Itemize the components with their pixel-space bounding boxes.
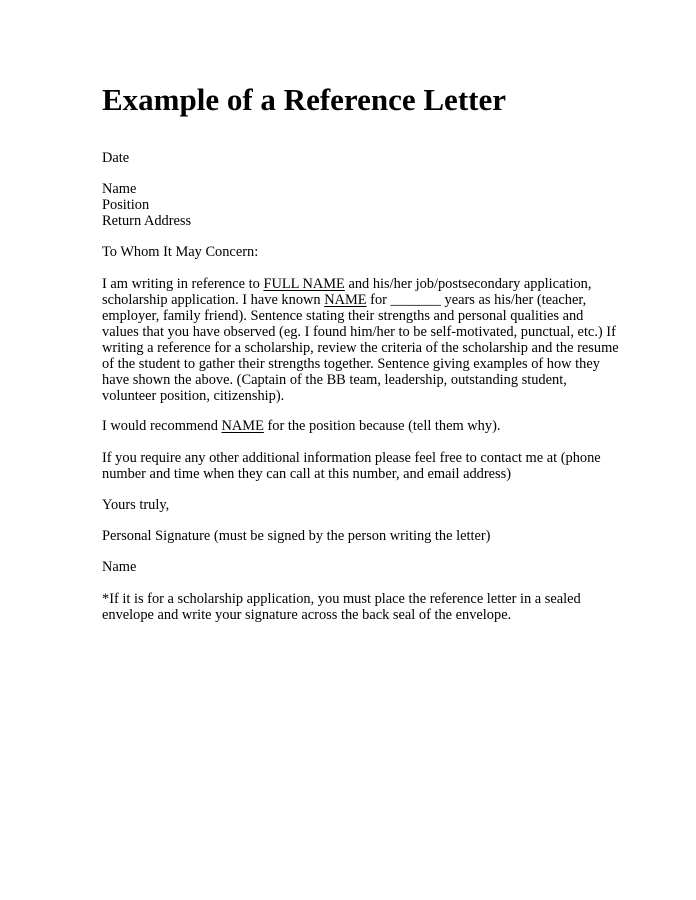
closing: Yours truly, — [102, 497, 170, 513]
paragraph-line: employer, family friend). Sentence stating their strengths and personal qualities and — [102, 308, 584, 324]
paragraph-line — [102, 292, 586, 308]
recipient-name: Name — [102, 181, 137, 197]
paragraph-line: values that you have observed (eg. I found him/her to be self-motivated, punctual, etc.) If — [102, 324, 616, 340]
text-span: for _______ years as his/her (teacher, — [366, 292, 587, 308]
salutation: To Whom It May Concern: — [102, 244, 259, 260]
text-span: for the position because (tell them why). — [263, 418, 501, 434]
page-title: Example of a Reference Letter — [102, 82, 506, 117]
text-span: scholarship application. I have known — [102, 292, 325, 308]
text-span: I am writing in reference to — [102, 276, 264, 292]
body-paragraph-2 — [102, 418, 500, 434]
footnote-line: *If it is for a scholarship application, you must place the reference letter in a sealed — [102, 591, 581, 607]
paragraph-line: If you require any other additional information please feel free to contact me at (phone — [102, 450, 601, 466]
paragraph-line — [102, 276, 591, 292]
recipient-position: Position — [102, 197, 150, 213]
footnote-line: envelope and write your signature across the back seal of the envelope. — [102, 607, 512, 623]
recipient-address: Return Address — [102, 213, 192, 229]
placeholder-full-name: FULL NAME — [263, 276, 345, 292]
paragraph-line: number and time when they can call at this number, and email address) — [102, 466, 512, 482]
text-span: and his/her job/postsecondary application, — [344, 276, 592, 292]
placeholder-name: NAME — [221, 418, 264, 434]
paragraph-line: have shown the above. (Captain of the BB team, leadership, outstanding student, — [102, 372, 567, 388]
paragraph-line: writing a reference for a scholarship, review the criteria of the scholarship and the resume — [102, 340, 619, 356]
paragraph-line: of the student to gather their strengths together. Sentence giving examples of how they — [102, 356, 600, 372]
text-span: I would recommend — [102, 418, 222, 434]
paragraph-line: volunteer position, citizenship). — [102, 388, 285, 404]
placeholder-name: NAME — [324, 292, 367, 308]
signature-line: Personal Signature (must be signed by the person writing the letter) — [102, 528, 491, 544]
signer-name: Name — [102, 559, 137, 575]
date-line: Date — [102, 150, 130, 166]
